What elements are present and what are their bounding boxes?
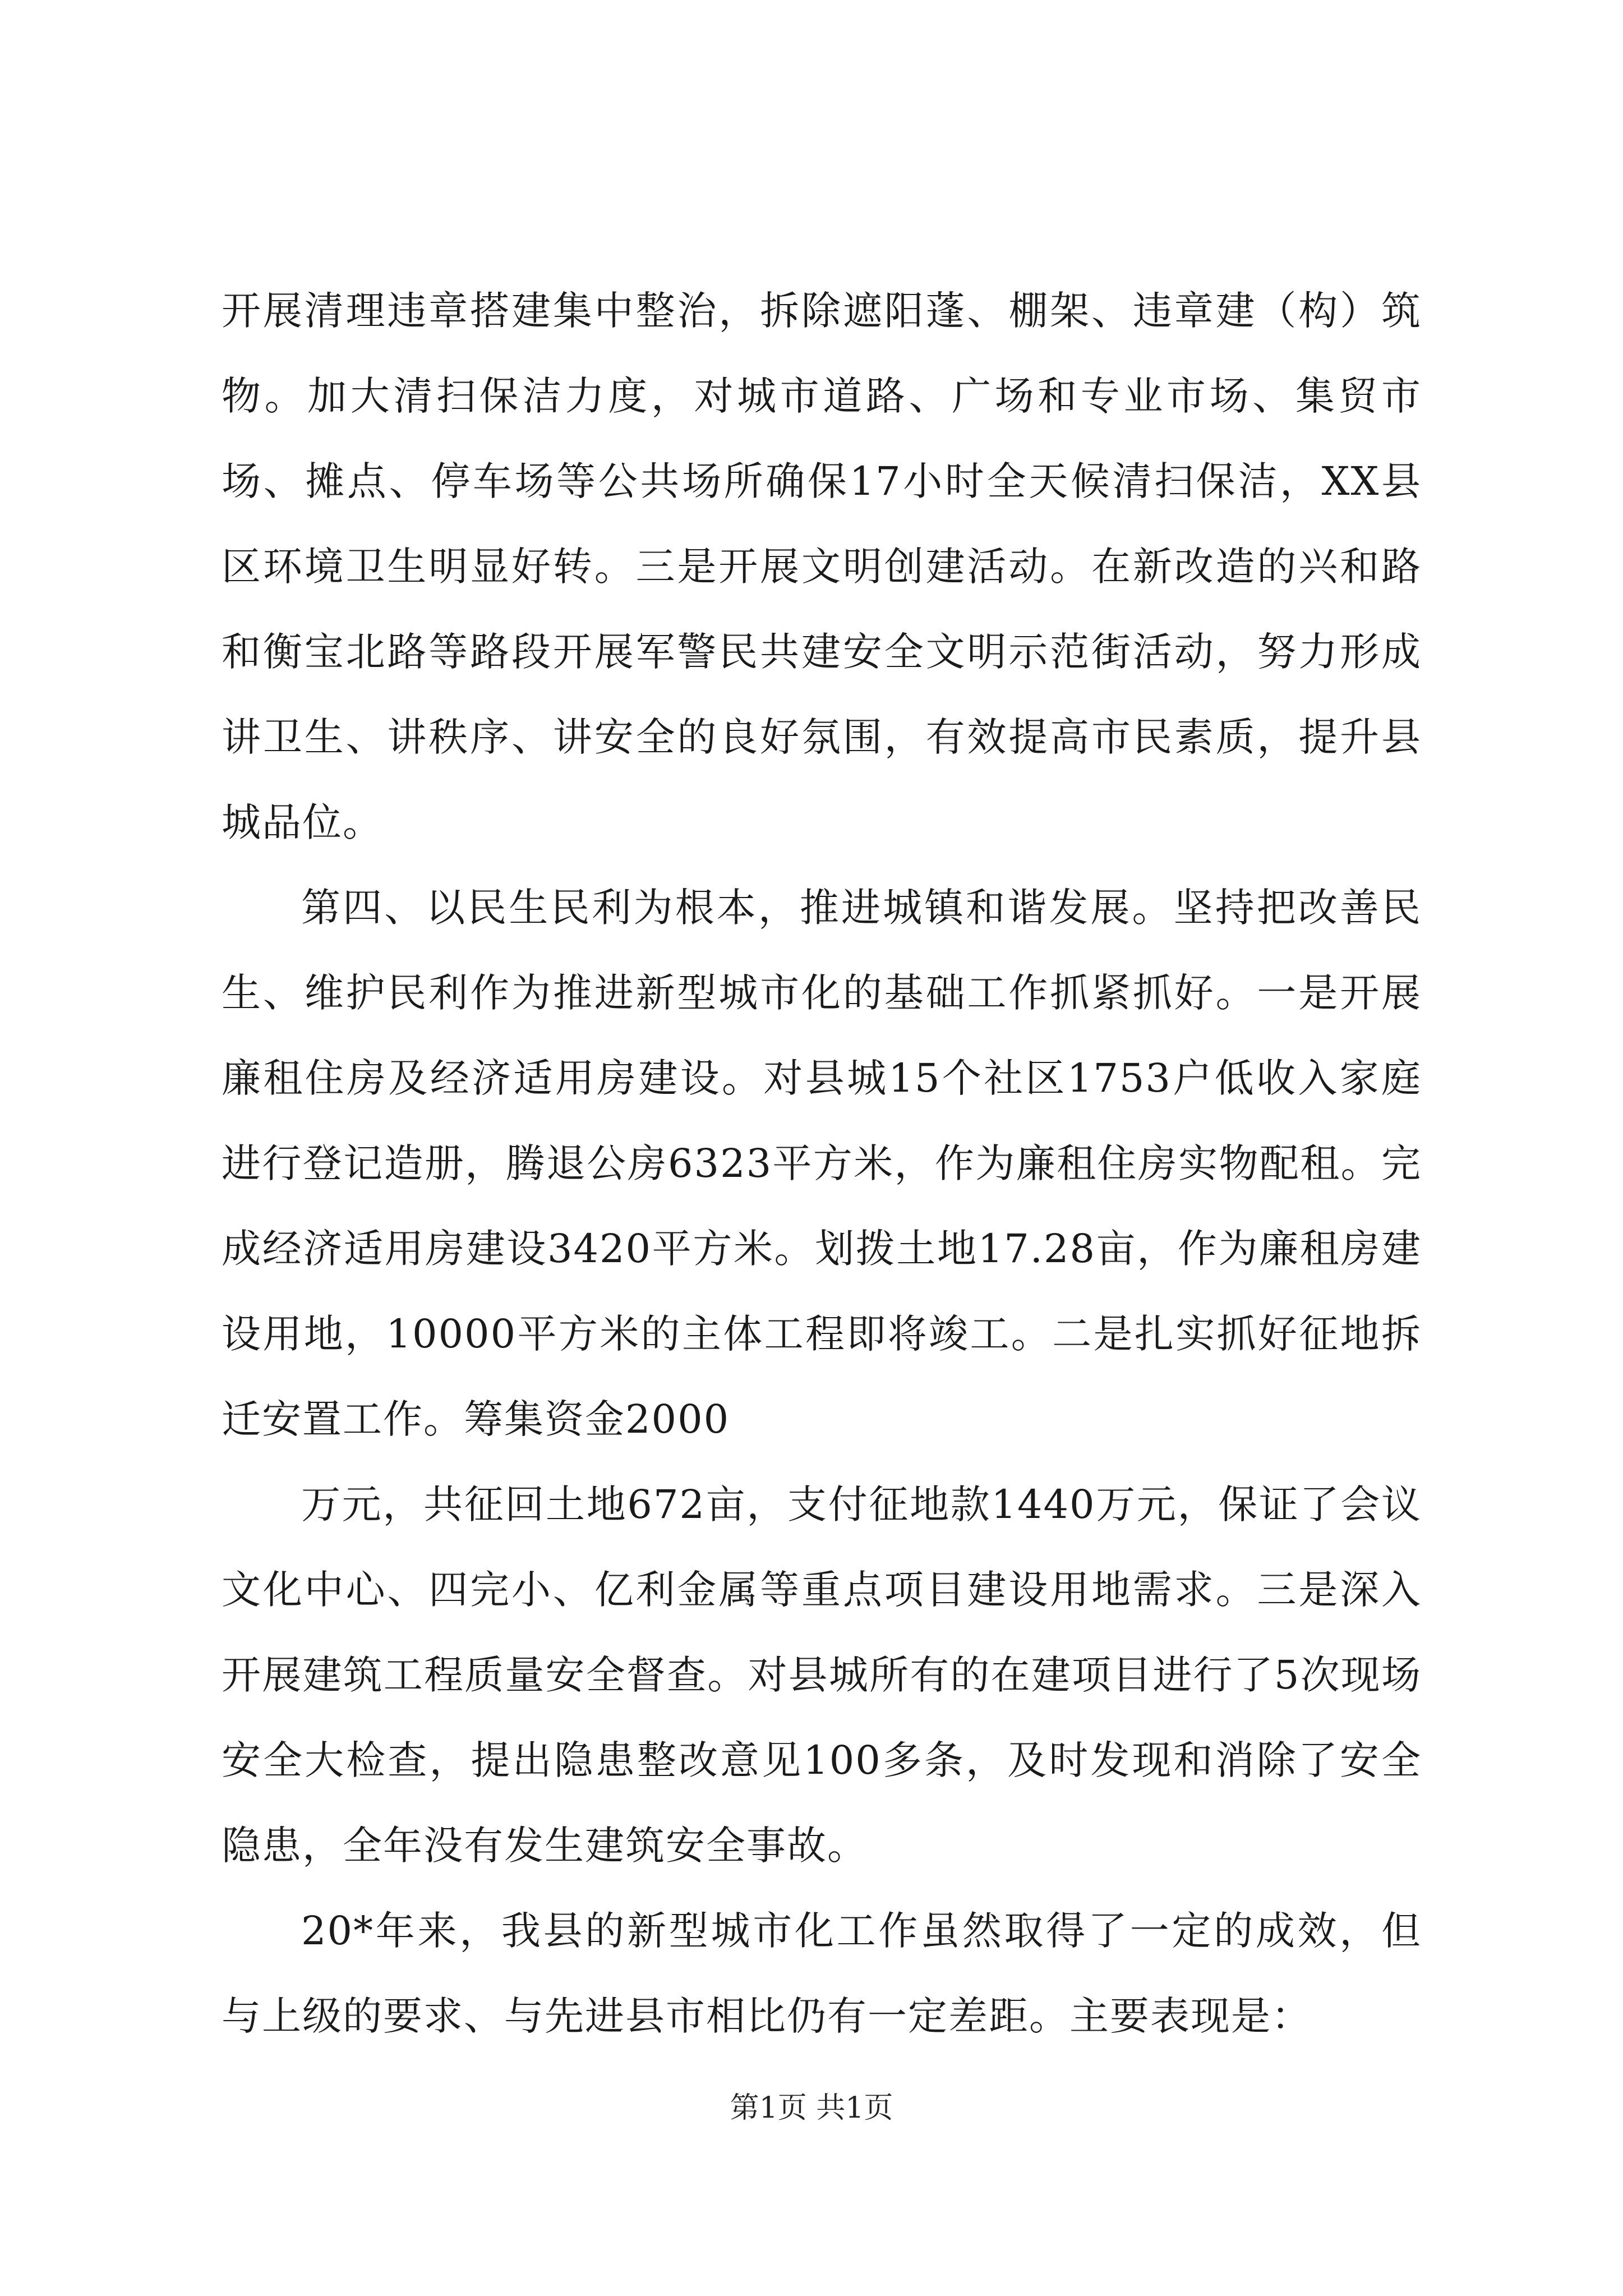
page-footer: 第1页 共1页 — [730, 2091, 893, 2125]
paragraph-1: 开展清理违章搭建集中整治，拆除遮阳蓬、棚架、违章建（构）筑物。加大清扫保洁力度，对城市道路、广场和专业市场、集贸市场、摊点、停车场等公共场所确保17小时全天候清扫保洁，XX县区环境卫生明显好转。三是开展文明创建活动。在新改造的兴和路和衡宝北路等路段开展军警民共建安全文明示范街活动，努力形成讲卫生、讲秩序、讲安全的良好氛围，有效提高市民素质，提升县城品位。 — [222, 288, 1422, 845]
paragraph-2: 第四、以民生民利为根本，推进城镇和谐发展。坚持把改善民生、维护民利作为推进新型城市化的基础工作抓紧抓好。一是开展廉租住房及经济适用房建设。对县城15个社区1753户低收入家庭进行登记造册，腾退公房6323平方米，作为廉租住房实物配租。完成经济适用房建设3420平方米。划拨土地17.28亩，作为廉租房建设用地，10000平方米的主体工程即将竣工。二是扎实抓好征地拆迁安置工作。筹集资金2000 — [222, 885, 1422, 1442]
paragraph-4: 20*年来，我县的新型城市化工作虽然取得了一定的成效，但与上级的要求、与先进县市相比仍有一定差距。主要表现是： — [222, 1908, 1422, 2039]
paragraph-3: 万元，共征回土地672亩，支付征地款1440万元，保证了会议文化中心、四完小、亿利金属等重点项目建设用地需求。三是深入开展建筑工程质量安全督查。对县城所有的在建项目进行了5次现场安全大检查，提出隐患整改意见100多条，及时发现和消除了安全隐患，全年没有发生建筑安全事故。 — [222, 1481, 1422, 1869]
document-body — [222, 268, 1422, 2059]
